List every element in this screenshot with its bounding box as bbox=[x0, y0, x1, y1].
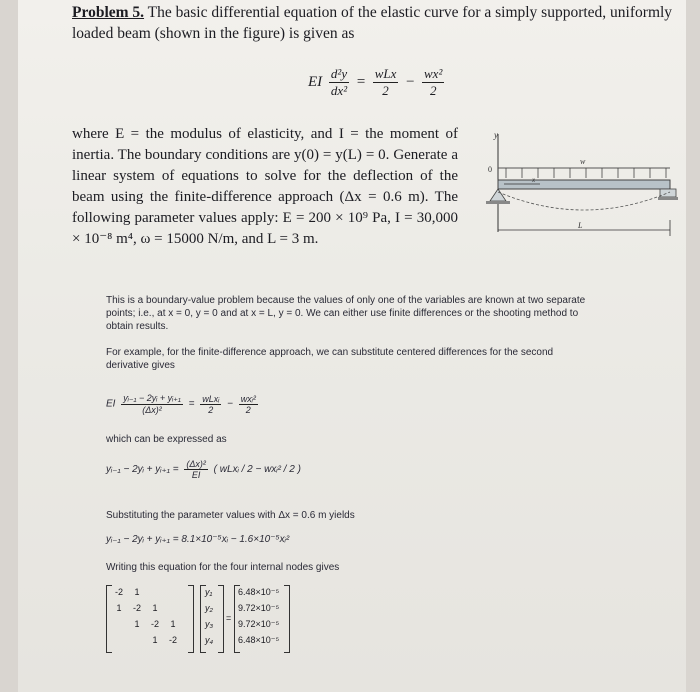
problem-text: The basic differential equation of the elastic curve for a simply supported, uniformly loaded beam (shown in the figure) is given as bbox=[72, 4, 673, 42]
problem-description: where E = the modulus of elasticity, and I = the moment of inertia. The boundary conditions are y(0) = y(L) = 0. Generate a linear system of equations to solve for the deflection of the beam using the finite-difference approach (Δx = 0.6 m). The following parameter values apply: E = 200 × 10⁹ Pa, I = 30,000 × 10⁻⁸ m⁴, ω = 15000 N/m, and L = 3 m. bbox=[72, 126, 458, 247]
eq-term2: $\frac{\text{wx²}}{2}$ bbox=[424, 66, 443, 98]
pin-support bbox=[490, 189, 506, 201]
matrix-cell: 1 bbox=[134, 619, 140, 629]
exp-parenthesis: ( wLxᵢ / 2 − wxᵢ² / 2 ) bbox=[213, 464, 301, 476]
unknown-cell: y₁ bbox=[205, 587, 213, 597]
system-equals: = bbox=[226, 613, 232, 623]
vector-bracket-right bbox=[218, 585, 224, 653]
eq-equals: = bbox=[355, 73, 366, 90]
rhs-cell: 6.48×10⁻⁵ bbox=[238, 635, 280, 645]
main-equation bbox=[308, 66, 447, 99]
photo-paragraph-4: Substituting the parameter values with Δx = 0.6 m yields bbox=[106, 510, 355, 521]
rhs-cell: 9.72×10⁻⁵ bbox=[238, 603, 280, 613]
roller-support bbox=[660, 189, 676, 197]
length-label: L bbox=[578, 221, 583, 230]
fd-equation bbox=[106, 393, 261, 415]
matrix-cell: 1 bbox=[152, 635, 158, 645]
matrix-cell: 1 bbox=[116, 603, 122, 613]
problem-label: Problem 5. bbox=[72, 4, 145, 21]
photo-paragraph-3: which can be expressed as bbox=[106, 434, 227, 445]
load-label: w bbox=[580, 157, 586, 166]
eq-term1: $\frac{\text{wLx}}{2}$ bbox=[374, 66, 397, 98]
rhs-cell: 6.48×10⁻⁵ bbox=[238, 587, 280, 597]
problem-statement bbox=[72, 2, 700, 44]
matrix-bracket-right bbox=[188, 585, 194, 653]
expressed-equation bbox=[106, 459, 301, 480]
exp-fraction: $\frac{\text{(Δx)²}}{EI}$ bbox=[186, 459, 206, 480]
rhs-bracket-right bbox=[284, 585, 290, 653]
page bbox=[18, 0, 686, 692]
substituted-equation: yᵢ₋₁ − 2yᵢ + yᵢ₊₁ = 8.1×10⁻⁵xᵢ − 1.6×10⁻⁵xᵢ² bbox=[106, 534, 290, 545]
photo-paragraph-1: This is a boundary-value problem because the values of only one of the variables are known at two separate points; i.e., at x = 0, y = 0 and at x = L, y = 0. We can either use finite differences or the shooting method to obtain results. bbox=[106, 295, 586, 332]
roller-ground bbox=[658, 197, 678, 200]
beam bbox=[498, 180, 670, 189]
beam-figure bbox=[474, 128, 686, 246]
y-axis-label: y bbox=[494, 130, 498, 140]
photo-paragraph-5: Writing this equation for the four internal nodes gives bbox=[106, 562, 340, 573]
matrix-cell: -2 bbox=[168, 635, 177, 645]
deflection-curve bbox=[498, 192, 670, 210]
origin-label: 0 bbox=[488, 165, 492, 174]
fd-fraction: $\frac{\text{yᵢ₋₁ − 2yᵢ + yᵢ₊₁}}{\text{(Δx)²}}$ bbox=[123, 393, 181, 415]
eq-ei: EI bbox=[308, 73, 323, 90]
x-axis-label: x bbox=[532, 176, 536, 184]
matrix-cell: -2 bbox=[114, 587, 123, 597]
pin-ground bbox=[486, 201, 510, 204]
rhs-cell: 9.72×10⁻⁵ bbox=[238, 619, 280, 629]
matrix-cell: -2 bbox=[150, 619, 159, 629]
matrix-cell: 1 bbox=[134, 587, 140, 597]
eq-minus: − bbox=[405, 73, 416, 90]
fd-minus: − bbox=[227, 398, 233, 410]
photo-paragraph-2: For example, for the finite-difference approach, we can substitute centered differences for the second derivative gives bbox=[106, 347, 554, 371]
fd-equals: = bbox=[188, 398, 195, 410]
fd-term1: $\frac{\text{wLxᵢ}}{2}$ bbox=[202, 393, 220, 415]
matrix-cell: -2 bbox=[132, 603, 141, 613]
eq-derivative: $\frac{\text{d²y}}{\text{dx²}}$ bbox=[330, 66, 348, 98]
load-arrows bbox=[506, 168, 666, 178]
matrix-system bbox=[106, 585, 306, 657]
matrix-cell: 1 bbox=[152, 603, 158, 613]
unknown-cell: y₂ bbox=[205, 603, 213, 613]
unknown-cell: y₄ bbox=[205, 635, 214, 645]
exp-lhs: yᵢ₋₁ − 2yᵢ + yᵢ₊₁ = bbox=[106, 464, 179, 476]
unknown-cell: y₃ bbox=[205, 619, 214, 629]
matrix-cell: 1 bbox=[170, 619, 176, 629]
fd-term2: $\frac{\text{wxᵢ²}}{2}$ bbox=[240, 393, 256, 415]
fd-ei: EI bbox=[106, 398, 116, 410]
